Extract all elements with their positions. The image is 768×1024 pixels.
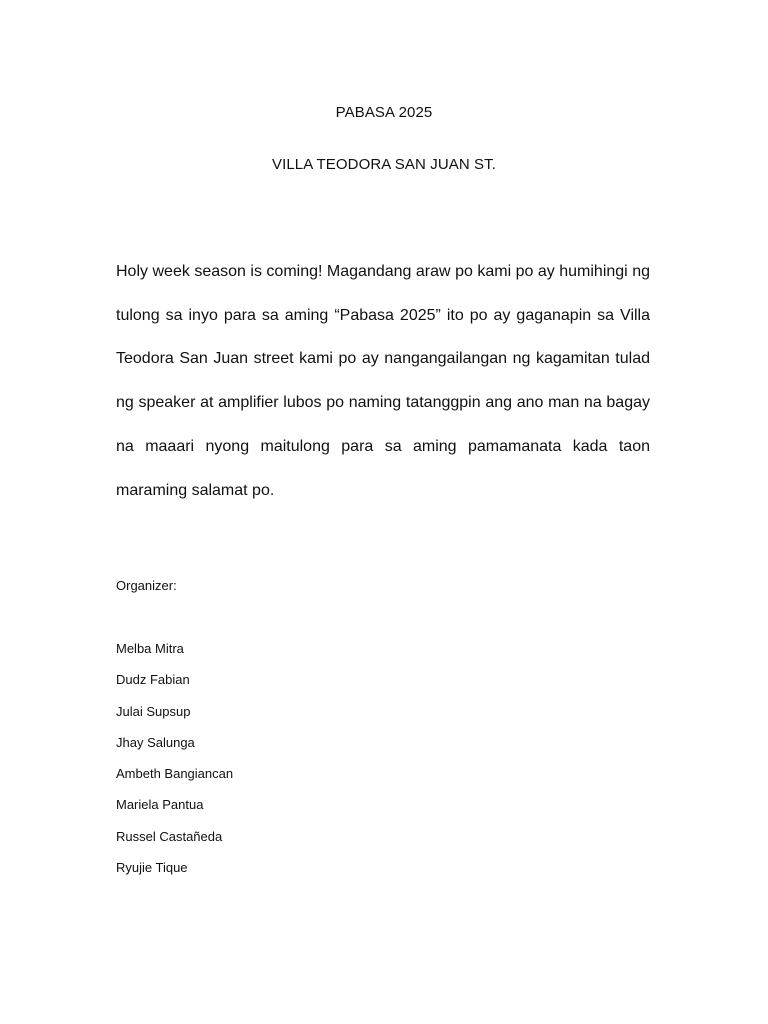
organizer-name: Dudz Fabian bbox=[116, 672, 190, 688]
document-subtitle: VILLA TEODORA SAN JUAN ST. bbox=[271, 156, 497, 173]
organizer-name: Mariela Pantua bbox=[116, 797, 204, 813]
organizer-name: Ambeth Bangiancan bbox=[116, 766, 234, 782]
organizer-name: Melba Mitra bbox=[116, 641, 184, 656]
organizer-name: Julai Supsup bbox=[116, 703, 191, 719]
organizer-name: Jhay Salunga bbox=[116, 734, 195, 750]
document-title: PABASA 2025 bbox=[335, 104, 433, 121]
organizer-list bbox=[116, 641, 233, 891]
organizer-name: Russel Castañeda bbox=[116, 828, 223, 844]
body-paragraph: Holy week season is coming! Magandang araw po kami po ay humihingi ng tulong sa inyo para sa aming “Pabasa 2025” ito po ay gaganapin sa Villa Teodora San Juan street kami po ay nangangailangan ng kagamitan tulad ng speaker at amplifier lubos po naming tatanggpin ang ano man na bagay na maaari nyong maitulong para sa aming pamamanata kada taon maraming salamat po. bbox=[116, 263, 650, 499]
organizer-label: Organizer: bbox=[116, 578, 177, 593]
organizer-name: Ryujie Tique bbox=[116, 860, 188, 876]
